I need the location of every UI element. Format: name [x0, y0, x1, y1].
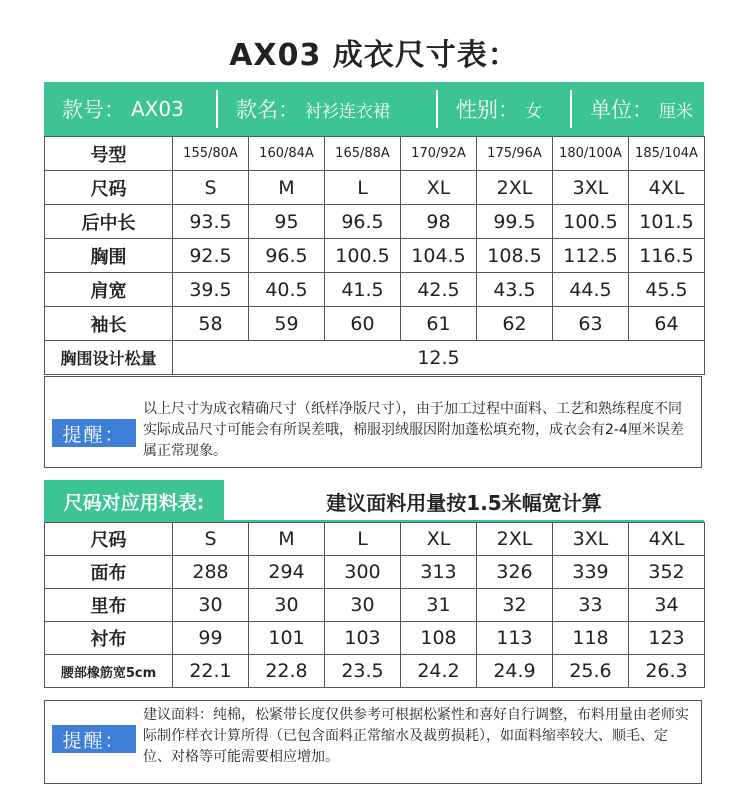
ease-label: 胸围设计松量 [45, 341, 173, 375]
cell: 92.5 [173, 239, 249, 273]
row-label: 面布 [45, 556, 173, 589]
cell: 101 [249, 622, 325, 655]
cell: 118 [553, 622, 629, 655]
cell: 24.2 [401, 655, 477, 688]
cell: 64 [629, 307, 705, 341]
table-row [45, 622, 705, 655]
cell: 96.5 [249, 239, 325, 273]
table-row [45, 341, 705, 375]
reminder-text: 以上尺寸为成衣精确尺寸（纸样净版尺寸），由于加工过程中面料、工艺和熟练程度不同实际成品尺寸可能会有所误差哦，棉服羽绒服因附加蓬松填充物，成衣会有2-4厘米误差属正常现象。 [143, 401, 684, 459]
gender [438, 82, 570, 136]
cell: 58 [173, 307, 249, 341]
cell: 300 [325, 556, 401, 589]
cell: S [173, 523, 249, 556]
cell: 288 [173, 556, 249, 589]
cell: 2XL [477, 523, 553, 556]
cell: 180/100A [553, 137, 629, 171]
unit [572, 82, 702, 136]
cell: 44.5 [553, 273, 629, 307]
cell: 45.5 [629, 273, 705, 307]
row-label: 后中长 [45, 205, 173, 239]
cell: 32 [477, 589, 553, 622]
cell: 185/104A [629, 137, 705, 171]
cell: 108.5 [477, 239, 553, 273]
cell: 3XL [553, 523, 629, 556]
cell: 339 [553, 556, 629, 589]
reminder-badge: 提醒： [52, 725, 136, 753]
cell: M [249, 523, 325, 556]
table-row [45, 171, 705, 205]
cell: M [249, 171, 325, 205]
cell: 101.5 [629, 205, 705, 239]
cell: 31 [401, 589, 477, 622]
cell: XL [401, 523, 477, 556]
unit-value: 厘米 [659, 101, 693, 122]
row-label: 腰部橡筋宽5cm [45, 655, 173, 688]
style-name [218, 82, 436, 136]
cell: 116.5 [629, 239, 705, 273]
cell: S [173, 171, 249, 205]
table-row [45, 137, 705, 171]
reminder-badge: 提醒： [52, 419, 136, 447]
cell: 113 [477, 622, 553, 655]
cell: 123 [629, 622, 705, 655]
cell: 3XL [553, 171, 629, 205]
usage-title: 尺码对应用料表: [44, 480, 224, 522]
cell: 60 [325, 307, 401, 341]
table-row [45, 205, 705, 239]
style-name-label: 款名： [236, 98, 299, 122]
row-label: 尺码 [45, 171, 173, 205]
cell: 352 [629, 556, 705, 589]
cell: 30 [325, 589, 401, 622]
cell: 103 [325, 622, 401, 655]
cell: 294 [249, 556, 325, 589]
cell: 23.5 [325, 655, 401, 688]
row-label: 衬布 [45, 622, 173, 655]
cell: 42.5 [401, 273, 477, 307]
cell: XL [401, 171, 477, 205]
cell: 98 [401, 205, 477, 239]
style-name-value: 衬衫连衣裙 [305, 101, 390, 122]
cell: L [325, 523, 401, 556]
style-no-label: 款号： [62, 98, 125, 122]
cell: 112.5 [553, 239, 629, 273]
cell: 34 [629, 589, 705, 622]
unit-label: 单位： [590, 98, 653, 122]
usage-header [44, 480, 704, 522]
row-label: 里布 [45, 589, 173, 622]
gender-value: 女 [525, 101, 542, 122]
cell: 100.5 [325, 239, 401, 273]
cell: 100.5 [553, 205, 629, 239]
table-row [45, 273, 705, 307]
cell: 63 [553, 307, 629, 341]
cell: 4XL [629, 171, 705, 205]
cell: 43.5 [477, 273, 553, 307]
row-label: 号型 [45, 137, 173, 171]
row-label: 胸围 [45, 239, 173, 273]
table-row [45, 655, 705, 688]
cell: 108 [401, 622, 477, 655]
cell: 25.6 [553, 655, 629, 688]
header-bar [44, 82, 704, 136]
table-row [45, 556, 705, 589]
usage-subtitle: 建议面料用量按1.5米幅宽计算 [326, 490, 602, 515]
cell: 24.9 [477, 655, 553, 688]
cell: 313 [401, 556, 477, 589]
cell: 170/92A [401, 137, 477, 171]
cell: 61 [401, 307, 477, 341]
cell: 160/84A [249, 137, 325, 171]
cell: 99.5 [477, 205, 553, 239]
cell: 4XL [629, 523, 705, 556]
gender-label: 性别： [456, 98, 519, 122]
row-label: 袖长 [45, 307, 173, 341]
cell: 59 [249, 307, 325, 341]
cell: 41.5 [325, 273, 401, 307]
size-table [44, 136, 705, 375]
reminder-text: 建议面料：纯棉，松紧带长度仅供参考可根据松紧性和喜好自行调整，布料用量由老师实际制作样衣计算所得（已包含面料正常缩水及裁剪损耗），如面料缩率较大、顺毛、定位、对格等可能需要相应增加。 [143, 707, 689, 765]
cell: 99 [173, 622, 249, 655]
cell: 2XL [477, 171, 553, 205]
style-no-value: AX03 [131, 97, 184, 121]
cell: 326 [477, 556, 553, 589]
cell: L [325, 171, 401, 205]
cell: 26.3 [629, 655, 705, 688]
ease-value: 12.5 [173, 341, 705, 375]
table-row [45, 239, 705, 273]
row-label: 尺码 [45, 523, 173, 556]
cell: 62 [477, 307, 553, 341]
row-label: 肩宽 [45, 273, 173, 307]
table-row [45, 523, 705, 556]
cell: 95 [249, 205, 325, 239]
cell: 93.5 [173, 205, 249, 239]
cell: 22.8 [249, 655, 325, 688]
cell: 96.5 [325, 205, 401, 239]
cell: 39.5 [173, 273, 249, 307]
usage-table [44, 522, 705, 688]
cell: 30 [173, 589, 249, 622]
style-no [44, 82, 216, 136]
cell: 40.5 [249, 273, 325, 307]
cell: 104.5 [401, 239, 477, 273]
cell: 155/80A [173, 137, 249, 171]
reminder-box [44, 376, 702, 468]
cell: 175/96A [477, 137, 553, 171]
cell: 33 [553, 589, 629, 622]
page-title: AX03 成衣尺寸表： [229, 38, 519, 73]
table-row [45, 307, 705, 341]
table-row [45, 589, 705, 622]
cell: 30 [249, 589, 325, 622]
reminder-box [44, 700, 702, 784]
cell: 165/88A [325, 137, 401, 171]
cell: 22.1 [173, 655, 249, 688]
